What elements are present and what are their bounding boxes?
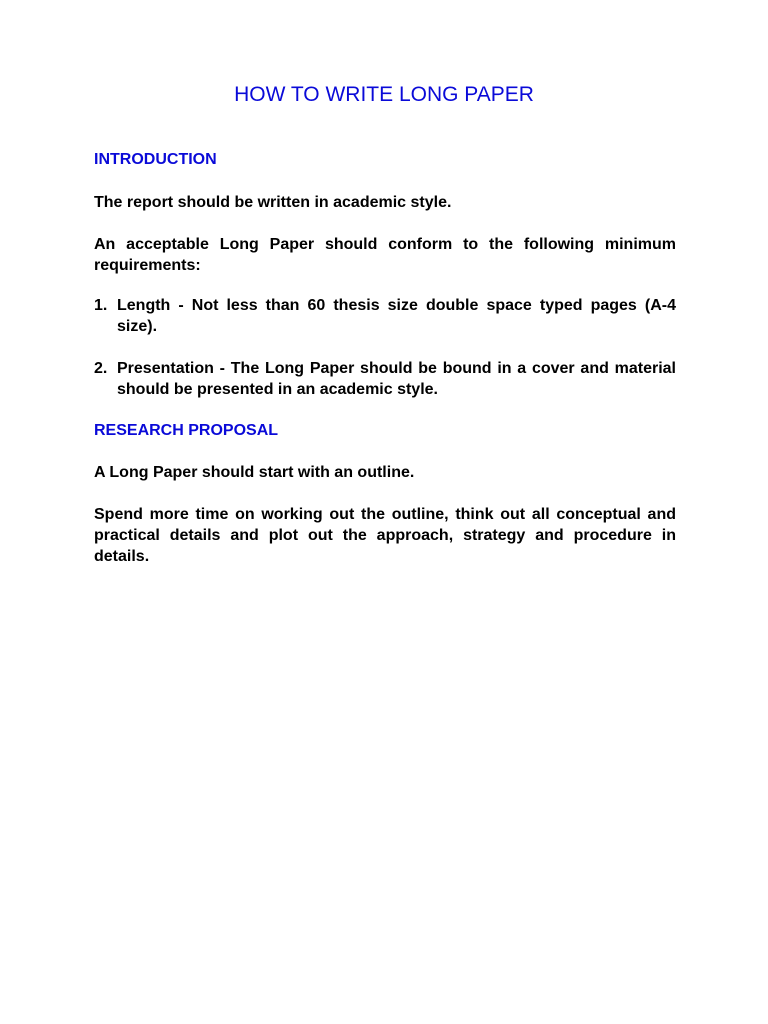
list-number: 2. xyxy=(94,360,108,377)
list-text: Length - Not less than 60 thesis size double space typed pages (A-4 size). xyxy=(117,297,676,335)
paragraph-spend-more-time: Spend more time on working out the outline, think out all conceptual and practical details and plot out the approach, strategy and procedure in details. xyxy=(94,506,676,565)
paragraph-minimum-requirements: An acceptable Long Paper should conform to the following minimum requirements: xyxy=(94,236,676,274)
list-text: Presentation - The Long Paper should be bound in a cover and material should be presented in an academic style. xyxy=(117,360,676,398)
list-number: 1. xyxy=(94,297,108,314)
document-title: HOW TO WRITE LONG PAPER xyxy=(234,83,534,106)
paragraph-academic-style: The report should be written in academic style. xyxy=(94,194,452,211)
paragraph-outline: A Long Paper should start with an outline. xyxy=(94,464,415,481)
list-item-length xyxy=(94,295,676,337)
list-item-presentation xyxy=(94,358,676,400)
section-heading-research-proposal: RESEARCH PROPOSAL xyxy=(94,422,279,439)
section-heading-introduction: INTRODUCTION xyxy=(94,151,217,168)
